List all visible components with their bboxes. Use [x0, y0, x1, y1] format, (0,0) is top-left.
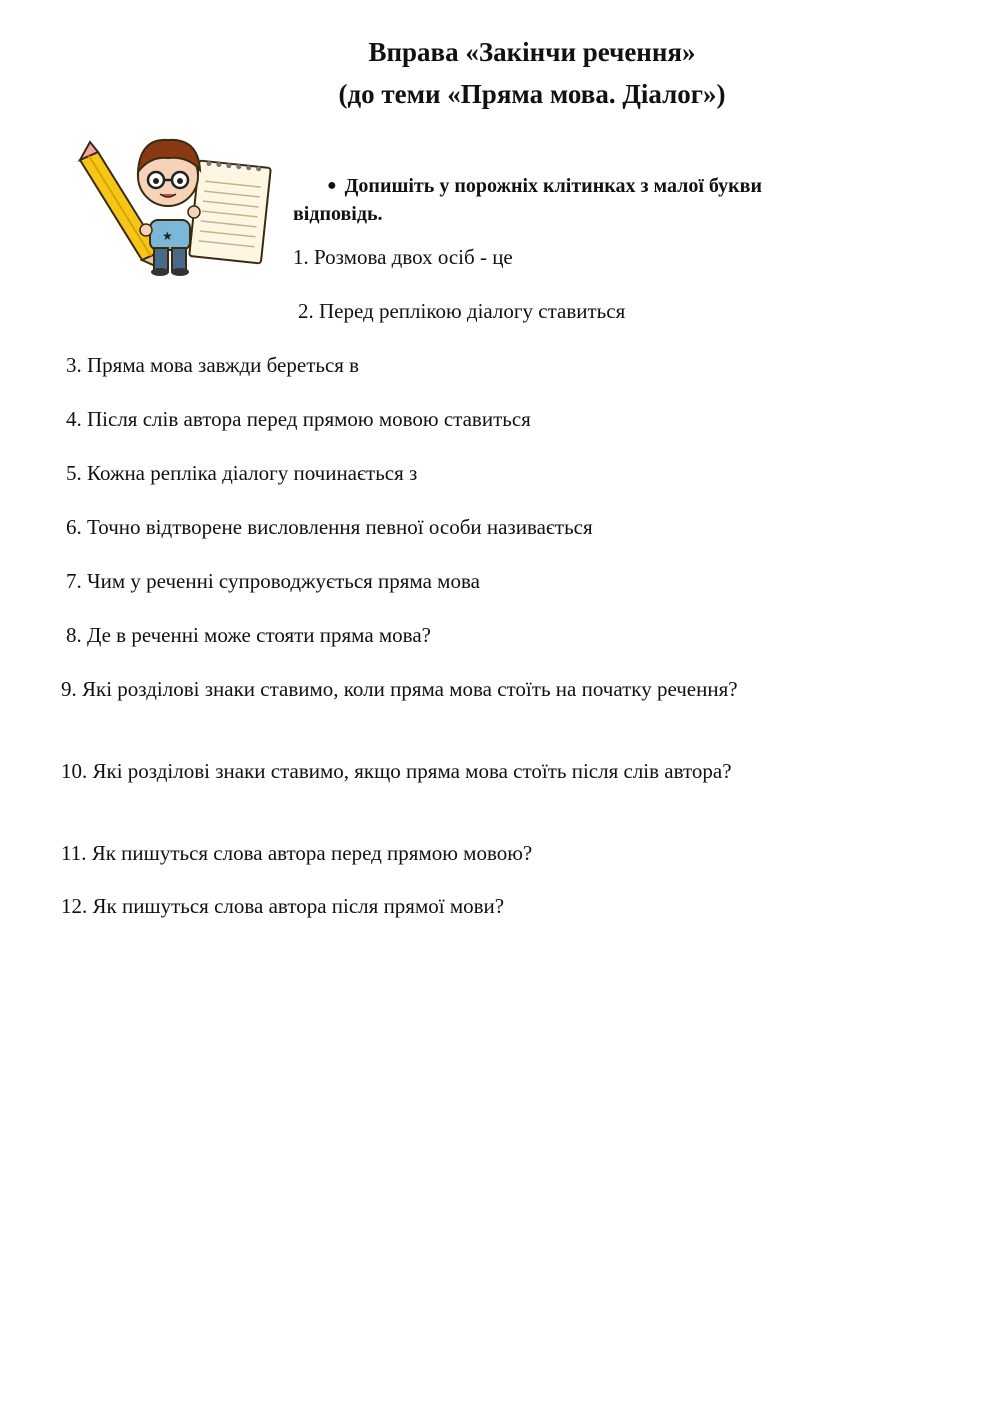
question-7: 7. Чим у реченні супроводжується пряма мова [66, 569, 480, 593]
question-3: 3. Пряма мова завжди береться в [66, 353, 360, 377]
question-2: 2. Перед реплікою діалогу ставиться [298, 299, 626, 323]
question-8: 8. Де в реченні може стояти пряма мова? [66, 623, 431, 647]
notepad-icon [189, 160, 271, 263]
title-line-2: (до теми «Пряма мова. Діалог») [338, 79, 726, 109]
instruction-text [293, 172, 893, 228]
instruction-line-2: відповідь. [293, 203, 383, 225]
question-12: 12. Як пишуться слова автора після прямої мови? [61, 894, 505, 918]
bullet-icon: ● [327, 177, 337, 194]
kid-with-pencil-illustration [68, 112, 276, 298]
question-6: 6. Точно відтворене висловлення певної особи називається [66, 515, 593, 539]
question-5: 5. Кожна репліка діалогу починається з [66, 461, 418, 485]
question-9: 9. Які розділові знаки ставимо, коли пряма мова стоїть на початку речення? [61, 677, 738, 701]
question-1: 1. Розмова двох осіб - це [293, 245, 513, 269]
question-11: 11. Як пишуться слова автора перед прямою мовою? [61, 841, 533, 865]
instruction-line-1: ● Допишіть у порожніх клітинках з малої букви [293, 172, 893, 200]
title-line-1: Вправа «Закінчи речення» [368, 37, 696, 67]
svg-text:★: ★ [162, 229, 173, 243]
question-4: 4. Після слів автора перед прямою мовою ставиться [66, 407, 531, 431]
question-10: 10. Які розділові знаки ставимо, якщо пряма мова стоїть після слів автора? [61, 759, 732, 783]
